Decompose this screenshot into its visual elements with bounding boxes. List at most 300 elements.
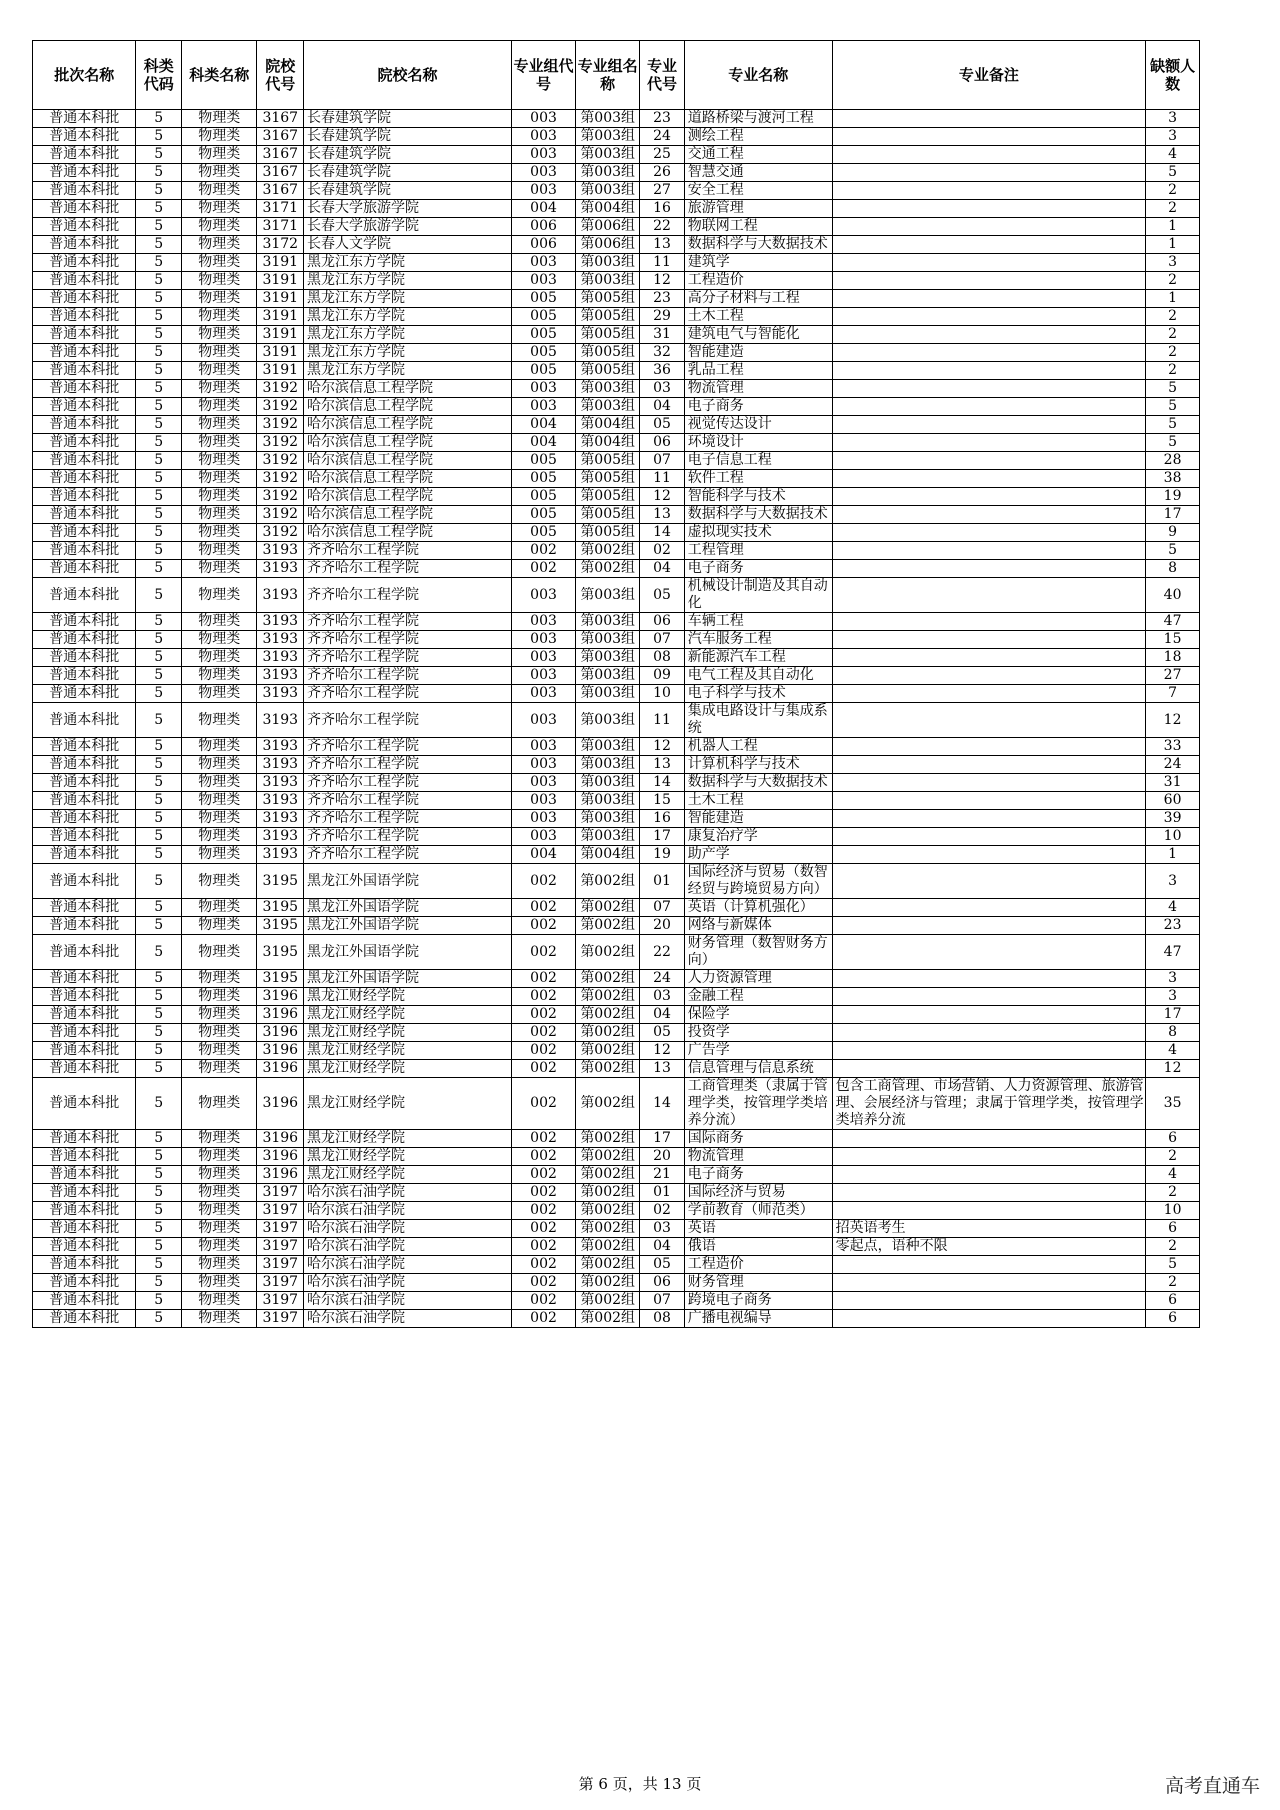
cell-subject-code: 5 — [136, 935, 182, 970]
cell-major-note — [832, 110, 1145, 128]
cell-group-code: 006 — [511, 218, 575, 236]
cell-subject-name: 物理类 — [181, 218, 257, 236]
cell-major-code: 09 — [640, 667, 684, 685]
cell-vacancy: 4 — [1146, 146, 1200, 164]
cell-school-code: 3193 — [257, 631, 304, 649]
cell-school-name: 黑龙江财经学院 — [304, 1060, 512, 1078]
cell-major-note — [832, 200, 1145, 218]
col-header-major-name: 专业名称 — [684, 41, 832, 110]
cell-group-name: 第002组 — [576, 1130, 640, 1148]
cell-vacancy: 5 — [1146, 380, 1200, 398]
cell-subject-code: 5 — [136, 1292, 182, 1310]
col-header-batch: 批次名称 — [33, 41, 136, 110]
cell-school-name: 齐齐哈尔工程学院 — [304, 578, 512, 613]
cell-subject-name: 物理类 — [181, 200, 257, 218]
cell-subject-name: 物理类 — [181, 1274, 257, 1292]
table-row — [33, 326, 1200, 344]
cell-school-name: 黑龙江财经学院 — [304, 1024, 512, 1042]
cell-vacancy: 3 — [1146, 254, 1200, 272]
cell-school-name: 哈尔滨石油学院 — [304, 1292, 512, 1310]
cell-subject-code: 5 — [136, 578, 182, 613]
cell-school-name: 黑龙江财经学院 — [304, 1130, 512, 1148]
cell-group-name: 第002组 — [576, 1024, 640, 1042]
cell-group-name: 第003组 — [576, 254, 640, 272]
cell-school-name: 哈尔滨信息工程学院 — [304, 434, 512, 452]
cell-major-note — [832, 542, 1145, 560]
cell-major-name: 学前教育（师范类） — [684, 1202, 832, 1220]
cell-batch: 普通本科批 — [33, 988, 136, 1006]
cell-school-name: 黑龙江外国语学院 — [304, 935, 512, 970]
col-header-group-name: 专业组名称 — [576, 41, 640, 110]
table-row — [33, 613, 1200, 631]
cell-vacancy: 33 — [1146, 738, 1200, 756]
cell-major-name: 虚拟现实技术 — [684, 524, 832, 542]
cell-subject-name: 物理类 — [181, 1024, 257, 1042]
cell-vacancy: 2 — [1146, 272, 1200, 290]
cell-subject-name: 物理类 — [181, 182, 257, 200]
cell-major-note — [832, 506, 1145, 524]
cell-vacancy: 12 — [1146, 1060, 1200, 1078]
cell-school-name: 齐齐哈尔工程学院 — [304, 631, 512, 649]
table-row — [33, 1184, 1200, 1202]
table-row — [33, 1024, 1200, 1042]
cell-school-code: 3196 — [257, 1060, 304, 1078]
cell-group-name: 第002组 — [576, 1310, 640, 1328]
cell-school-code: 3192 — [257, 470, 304, 488]
cell-school-code: 3193 — [257, 667, 304, 685]
cell-group-name: 第002组 — [576, 1060, 640, 1078]
cell-batch: 普通本科批 — [33, 1006, 136, 1024]
cell-subject-name: 物理类 — [181, 488, 257, 506]
cell-subject-code: 5 — [136, 1060, 182, 1078]
cell-batch: 普通本科批 — [33, 1042, 136, 1060]
cell-subject-code: 5 — [136, 613, 182, 631]
table-row — [33, 756, 1200, 774]
cell-batch: 普通本科批 — [33, 738, 136, 756]
cell-school-code: 3196 — [257, 988, 304, 1006]
cell-subject-code: 5 — [136, 416, 182, 434]
cell-subject-code: 5 — [136, 146, 182, 164]
table-row — [33, 792, 1200, 810]
cell-subject-name: 物理类 — [181, 290, 257, 308]
col-header-major-note: 专业备注 — [832, 41, 1145, 110]
cell-major-code: 22 — [640, 935, 684, 970]
cell-group-code: 005 — [511, 488, 575, 506]
cell-subject-name: 物理类 — [181, 146, 257, 164]
cell-major-code: 11 — [640, 470, 684, 488]
cell-school-name: 黑龙江东方学院 — [304, 308, 512, 326]
cell-vacancy: 8 — [1146, 1024, 1200, 1042]
cell-batch: 普通本科批 — [33, 578, 136, 613]
cell-school-code: 3195 — [257, 899, 304, 917]
cell-school-name: 哈尔滨石油学院 — [304, 1184, 512, 1202]
cell-group-name: 第003组 — [576, 164, 640, 182]
cell-batch: 普通本科批 — [33, 1148, 136, 1166]
cell-school-name: 齐齐哈尔工程学院 — [304, 810, 512, 828]
cell-vacancy: 24 — [1146, 756, 1200, 774]
cell-group-name: 第003组 — [576, 774, 640, 792]
cell-group-code: 003 — [511, 649, 575, 667]
cell-group-name: 第003组 — [576, 398, 640, 416]
table-body — [33, 110, 1200, 1328]
cell-major-note — [832, 560, 1145, 578]
cell-batch: 普通本科批 — [33, 774, 136, 792]
cell-major-note — [832, 864, 1145, 899]
cell-batch: 普通本科批 — [33, 182, 136, 200]
cell-subject-code: 5 — [136, 703, 182, 738]
cell-major-name: 电子商务 — [684, 560, 832, 578]
cell-batch: 普通本科批 — [33, 200, 136, 218]
cell-group-name: 第005组 — [576, 470, 640, 488]
table-row — [33, 506, 1200, 524]
cell-school-name: 黑龙江东方学院 — [304, 362, 512, 380]
cell-school-name: 黑龙江东方学院 — [304, 272, 512, 290]
cell-group-code: 003 — [511, 631, 575, 649]
cell-major-code: 05 — [640, 1256, 684, 1274]
cell-batch: 普通本科批 — [33, 970, 136, 988]
cell-major-code: 13 — [640, 1060, 684, 1078]
col-header-subject-code: 科类代码 — [136, 41, 182, 110]
table-row — [33, 110, 1200, 128]
table-row — [33, 218, 1200, 236]
cell-batch: 普通本科批 — [33, 917, 136, 935]
cell-major-note — [832, 362, 1145, 380]
cell-vacancy: 6 — [1146, 1310, 1200, 1328]
cell-school-code: 3193 — [257, 774, 304, 792]
cell-group-code: 003 — [511, 380, 575, 398]
cell-group-code: 002 — [511, 935, 575, 970]
cell-school-name: 哈尔滨石油学院 — [304, 1310, 512, 1328]
cell-major-name: 数据科学与大数据技术 — [684, 236, 832, 254]
cell-batch: 普通本科批 — [33, 1024, 136, 1042]
cell-major-note: 零起点，语种不限 — [832, 1238, 1145, 1256]
cell-major-note — [832, 344, 1145, 362]
cell-school-name: 黑龙江外国语学院 — [304, 970, 512, 988]
cell-school-name: 黑龙江财经学院 — [304, 1148, 512, 1166]
cell-subject-code: 5 — [136, 1202, 182, 1220]
cell-subject-code: 5 — [136, 774, 182, 792]
cell-school-code: 3192 — [257, 416, 304, 434]
cell-group-code: 006 — [511, 236, 575, 254]
cell-batch: 普通本科批 — [33, 631, 136, 649]
table-row — [33, 578, 1200, 613]
cell-vacancy: 4 — [1146, 1042, 1200, 1060]
cell-vacancy: 5 — [1146, 1256, 1200, 1274]
cell-group-name: 第003组 — [576, 738, 640, 756]
cell-subject-name: 物理类 — [181, 398, 257, 416]
cell-subject-code: 5 — [136, 988, 182, 1006]
cell-subject-name: 物理类 — [181, 578, 257, 613]
cell-school-code: 3167 — [257, 146, 304, 164]
cell-group-code: 005 — [511, 524, 575, 542]
col-header-vacancy: 缺额人数 — [1146, 41, 1200, 110]
cell-group-code: 003 — [511, 667, 575, 685]
cell-major-code: 12 — [640, 272, 684, 290]
cell-school-code: 3192 — [257, 380, 304, 398]
cell-group-code: 003 — [511, 272, 575, 290]
cell-subject-code: 5 — [136, 1148, 182, 1166]
table-row — [33, 1130, 1200, 1148]
cell-group-name: 第005组 — [576, 326, 640, 344]
table-row — [33, 434, 1200, 452]
cell-group-code: 003 — [511, 182, 575, 200]
cell-batch: 普通本科批 — [33, 488, 136, 506]
cell-school-name: 齐齐哈尔工程学院 — [304, 792, 512, 810]
cell-vacancy: 5 — [1146, 416, 1200, 434]
cell-group-code: 002 — [511, 1006, 575, 1024]
table-row — [33, 828, 1200, 846]
cell-subject-code: 5 — [136, 362, 182, 380]
cell-major-name: 乳品工程 — [684, 362, 832, 380]
cell-group-name: 第003组 — [576, 182, 640, 200]
cell-major-name: 数据科学与大数据技术 — [684, 506, 832, 524]
cell-school-name: 黑龙江东方学院 — [304, 326, 512, 344]
cell-major-note — [832, 1024, 1145, 1042]
cell-major-code: 01 — [640, 864, 684, 899]
table-row — [33, 935, 1200, 970]
cell-major-code: 05 — [640, 1024, 684, 1042]
cell-major-name: 俄语 — [684, 1238, 832, 1256]
cell-group-code: 003 — [511, 254, 575, 272]
cell-batch: 普通本科批 — [33, 667, 136, 685]
table-row — [33, 649, 1200, 667]
cell-school-code: 3167 — [257, 182, 304, 200]
cell-batch: 普通本科批 — [33, 110, 136, 128]
cell-school-name: 黑龙江外国语学院 — [304, 917, 512, 935]
cell-major-code: 24 — [640, 970, 684, 988]
cell-batch: 普通本科批 — [33, 326, 136, 344]
table-row — [33, 1292, 1200, 1310]
cell-major-name: 人力资源管理 — [684, 970, 832, 988]
cell-vacancy: 3 — [1146, 988, 1200, 1006]
cell-group-code: 002 — [511, 1078, 575, 1130]
cell-major-note — [832, 1006, 1145, 1024]
cell-group-code: 002 — [511, 1148, 575, 1166]
cell-group-code: 005 — [511, 452, 575, 470]
table-row — [33, 864, 1200, 899]
cell-school-name: 黑龙江东方学院 — [304, 254, 512, 272]
col-header-school-name: 院校名称 — [304, 41, 512, 110]
cell-batch: 普通本科批 — [33, 935, 136, 970]
cell-group-name: 第005组 — [576, 524, 640, 542]
cell-major-name: 国际经济与贸易（数智经贸与跨境贸易方向） — [684, 864, 832, 899]
cell-subject-code: 5 — [136, 1042, 182, 1060]
cell-school-code: 3196 — [257, 1006, 304, 1024]
cell-major-note — [832, 792, 1145, 810]
cell-group-name: 第003组 — [576, 667, 640, 685]
cell-subject-name: 物理类 — [181, 362, 257, 380]
cell-subject-name: 物理类 — [181, 272, 257, 290]
cell-major-code: 07 — [640, 452, 684, 470]
table-row — [33, 1166, 1200, 1184]
table-row — [33, 1220, 1200, 1238]
cell-school-code: 3171 — [257, 200, 304, 218]
cell-school-code: 3191 — [257, 362, 304, 380]
cell-subject-name: 物理类 — [181, 1166, 257, 1184]
cell-major-code: 36 — [640, 362, 684, 380]
table-row — [33, 308, 1200, 326]
cell-batch: 普通本科批 — [33, 236, 136, 254]
cell-major-note — [832, 146, 1145, 164]
cell-vacancy: 2 — [1146, 1274, 1200, 1292]
cell-subject-name: 物理类 — [181, 1130, 257, 1148]
cell-school-code: 3196 — [257, 1148, 304, 1166]
table-row — [33, 542, 1200, 560]
cell-subject-code: 5 — [136, 828, 182, 846]
cell-batch: 普通本科批 — [33, 362, 136, 380]
table-row — [33, 1202, 1200, 1220]
cell-group-code: 004 — [511, 846, 575, 864]
cell-subject-code: 5 — [136, 792, 182, 810]
cell-major-name: 视觉传达设计 — [684, 416, 832, 434]
cell-group-code: 002 — [511, 1166, 575, 1184]
cell-group-name: 第002组 — [576, 970, 640, 988]
cell-vacancy: 3 — [1146, 110, 1200, 128]
cell-vacancy: 2 — [1146, 1238, 1200, 1256]
cell-subject-name: 物理类 — [181, 1202, 257, 1220]
cell-major-code: 17 — [640, 828, 684, 846]
cell-school-code: 3197 — [257, 1256, 304, 1274]
cell-major-name: 广播电视编导 — [684, 1310, 832, 1328]
cell-major-note — [832, 254, 1145, 272]
cell-major-note: 招英语考生 — [832, 1220, 1145, 1238]
cell-major-code: 14 — [640, 1078, 684, 1130]
cell-group-code: 002 — [511, 899, 575, 917]
cell-school-code: 3193 — [257, 828, 304, 846]
cell-subject-name: 物理类 — [181, 667, 257, 685]
cell-group-name: 第003组 — [576, 272, 640, 290]
cell-major-code: 12 — [640, 1042, 684, 1060]
cell-major-code: 06 — [640, 1274, 684, 1292]
cell-batch: 普通本科批 — [33, 254, 136, 272]
cell-major-note — [832, 182, 1145, 200]
cell-subject-name: 物理类 — [181, 542, 257, 560]
cell-vacancy: 5 — [1146, 434, 1200, 452]
cell-group-code: 002 — [511, 864, 575, 899]
cell-school-name: 哈尔滨信息工程学院 — [304, 416, 512, 434]
cell-school-name: 齐齐哈尔工程学院 — [304, 703, 512, 738]
cell-group-code: 005 — [511, 344, 575, 362]
cell-major-name: 金融工程 — [684, 988, 832, 1006]
cell-subject-code: 5 — [136, 272, 182, 290]
cell-group-code: 005 — [511, 290, 575, 308]
cell-school-name: 齐齐哈尔工程学院 — [304, 774, 512, 792]
cell-vacancy: 6 — [1146, 1130, 1200, 1148]
cell-subject-name: 物理类 — [181, 326, 257, 344]
cell-major-code: 16 — [640, 810, 684, 828]
cell-subject-name: 物理类 — [181, 1060, 257, 1078]
cell-subject-code: 5 — [136, 917, 182, 935]
cell-major-name: 跨境电子商务 — [684, 1292, 832, 1310]
cell-batch: 普通本科批 — [33, 864, 136, 899]
cell-major-name: 财务管理（数智财务方向） — [684, 935, 832, 970]
page-number: 第 6 页，共 13 页 — [578, 1775, 702, 1793]
cell-major-note — [832, 1292, 1145, 1310]
cell-group-name: 第003组 — [576, 703, 640, 738]
cell-school-name: 长春建筑学院 — [304, 164, 512, 182]
cell-batch: 普通本科批 — [33, 1078, 136, 1130]
cell-subject-name: 物理类 — [181, 308, 257, 326]
cell-subject-code: 5 — [136, 254, 182, 272]
cell-major-note — [832, 272, 1145, 290]
cell-school-name: 长春大学旅游学院 — [304, 200, 512, 218]
cell-major-name: 新能源汽车工程 — [684, 649, 832, 667]
cell-group-name: 第003组 — [576, 128, 640, 146]
cell-school-code: 3197 — [257, 1292, 304, 1310]
cell-major-name: 投资学 — [684, 1024, 832, 1042]
cell-group-code: 005 — [511, 326, 575, 344]
table-row — [33, 1274, 1200, 1292]
cell-group-code: 003 — [511, 810, 575, 828]
cell-vacancy: 39 — [1146, 810, 1200, 828]
cell-vacancy: 2 — [1146, 308, 1200, 326]
cell-school-code: 3192 — [257, 524, 304, 542]
cell-group-name: 第002组 — [576, 1006, 640, 1024]
cell-major-code: 04 — [640, 398, 684, 416]
cell-major-note — [832, 703, 1145, 738]
table-row — [33, 344, 1200, 362]
cell-subject-code: 5 — [136, 488, 182, 506]
cell-school-name: 长春人文学院 — [304, 236, 512, 254]
table-row — [33, 1310, 1200, 1328]
cell-major-note — [832, 756, 1145, 774]
cell-major-code: 20 — [640, 1148, 684, 1166]
cell-major-name: 旅游管理 — [684, 200, 832, 218]
cell-subject-code: 5 — [136, 506, 182, 524]
cell-school-code: 3193 — [257, 613, 304, 631]
cell-major-note — [832, 1166, 1145, 1184]
cell-major-code: 12 — [640, 738, 684, 756]
cell-subject-name: 物理类 — [181, 899, 257, 917]
cell-major-name: 物联网工程 — [684, 218, 832, 236]
cell-vacancy: 10 — [1146, 1202, 1200, 1220]
cell-group-code: 004 — [511, 434, 575, 452]
cell-subject-code: 5 — [136, 542, 182, 560]
cell-major-name: 数据科学与大数据技术 — [684, 774, 832, 792]
cell-major-code: 21 — [640, 1166, 684, 1184]
cell-batch: 普通本科批 — [33, 506, 136, 524]
cell-vacancy: 1 — [1146, 236, 1200, 254]
table-row — [33, 899, 1200, 917]
cell-school-name: 齐齐哈尔工程学院 — [304, 685, 512, 703]
cell-batch: 普通本科批 — [33, 434, 136, 452]
cell-group-code: 005 — [511, 308, 575, 326]
cell-group-code: 002 — [511, 1184, 575, 1202]
table-row — [33, 988, 1200, 1006]
cell-major-name: 网络与新媒体 — [684, 917, 832, 935]
cell-batch: 普通本科批 — [33, 846, 136, 864]
cell-group-code: 003 — [511, 613, 575, 631]
cell-major-note — [832, 128, 1145, 146]
cell-group-name: 第005组 — [576, 452, 640, 470]
cell-school-name: 黑龙江外国语学院 — [304, 899, 512, 917]
cell-school-name: 黑龙江财经学院 — [304, 1166, 512, 1184]
cell-school-name: 哈尔滨石油学院 — [304, 1274, 512, 1292]
cell-school-code: 3193 — [257, 703, 304, 738]
cell-school-code: 3172 — [257, 236, 304, 254]
cell-batch: 普通本科批 — [33, 649, 136, 667]
cell-major-code: 03 — [640, 1220, 684, 1238]
cell-batch: 普通本科批 — [33, 1166, 136, 1184]
cell-major-note — [832, 667, 1145, 685]
cell-school-code: 3193 — [257, 810, 304, 828]
cell-major-name: 保险学 — [684, 1006, 832, 1024]
cell-major-note — [832, 452, 1145, 470]
cell-major-note — [832, 649, 1145, 667]
table-row — [33, 1238, 1200, 1256]
cell-group-code: 005 — [511, 470, 575, 488]
cell-batch: 普通本科批 — [33, 164, 136, 182]
